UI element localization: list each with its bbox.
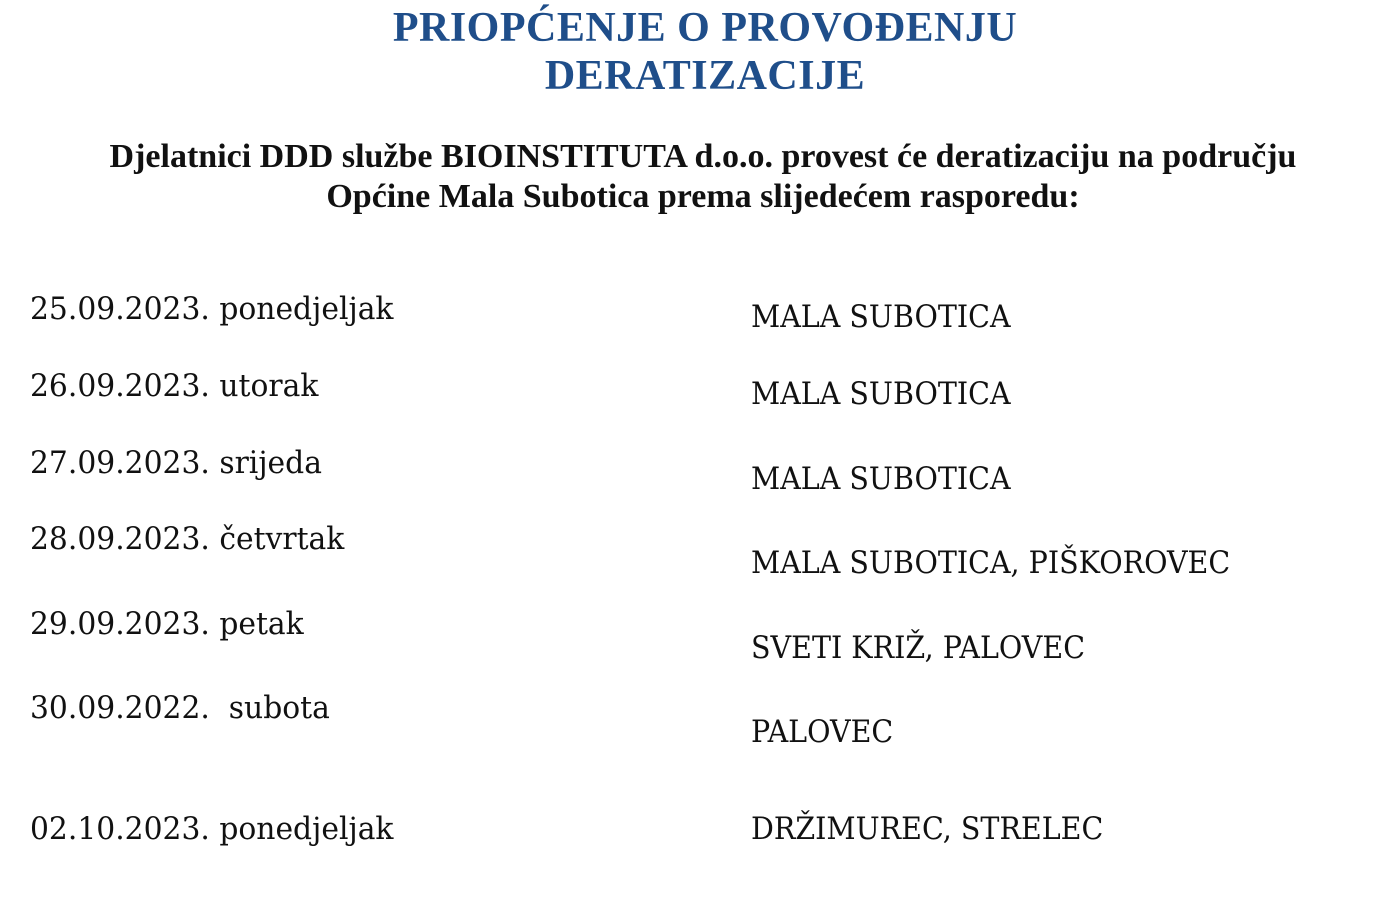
schedule-date: 25.09.2023. ponedjeljak (30, 291, 394, 327)
document-title-line-2: DERATIZACIJE (544, 53, 866, 99)
schedule-date: 27.09.2023. srijeda (30, 445, 322, 481)
schedule-date: 28.09.2023. četvrtak (30, 521, 345, 557)
schedule-place: DRŽIMUREC, STRELEC (751, 811, 1104, 847)
schedule-date: 29.09.2023. petak (30, 606, 304, 642)
schedule-date: 26.09.2023. utorak (30, 368, 319, 404)
intro-text-line-1: Djelatnici DDD službe BIOINSTITUTA d.o.o. provest će deratizaciju na području (109, 138, 1297, 175)
schedule-place: MALA SUBOTICA (751, 376, 1011, 412)
schedule-date: 30.09.2022. subota (30, 690, 330, 726)
schedule-place: MALA SUBOTICA (751, 461, 1011, 497)
intro-text-line-2: Općine Mala Subotica prema slijedećem rasporedu: (326, 178, 1080, 215)
schedule-place: SVETI KRIŽ, PALOVEC (751, 630, 1086, 666)
document-title-line-1: PRIOPĆENJE O PROVOĐENJU (392, 5, 1018, 51)
schedule-date: 02.10.2023. ponedjeljak (30, 811, 394, 847)
schedule-place: MALA SUBOTICA, PIŠKOROVEC (751, 545, 1231, 581)
schedule-place: MALA SUBOTICA (751, 299, 1011, 335)
schedule-place: PALOVEC (751, 714, 894, 750)
